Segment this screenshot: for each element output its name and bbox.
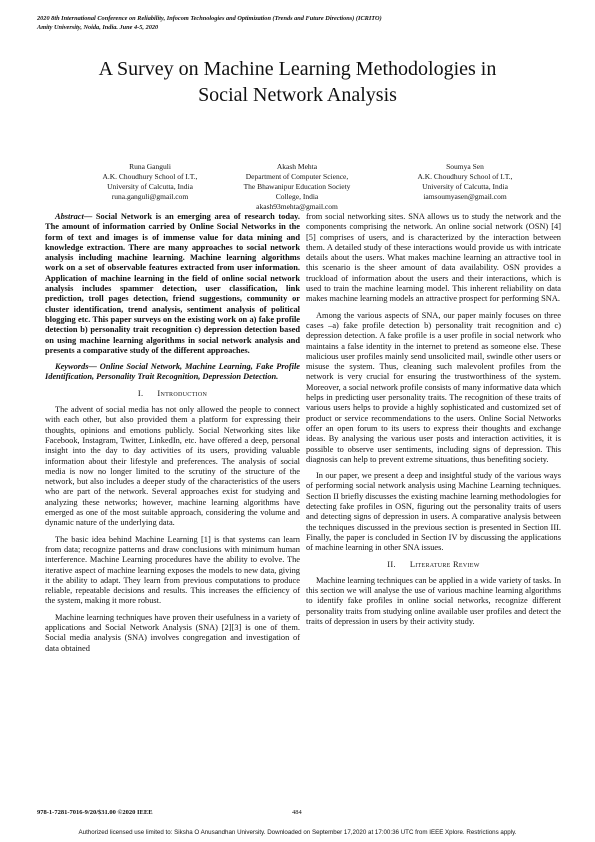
abstract xyxy=(45,212,300,356)
paragraph: The basic idea behind Machine Learning [1] is that systems can learn from data; recognize patterns and draw conclusions with minimum human interference. Machine Learning procedures have the ability to evolve. The iterative aspect of machine learning exposes the models to new data, giving it the ability to adapt. They learn from previous computations to produce reliable, repeatable decisions and results. This increases the efficiency of the system, making it more robust. xyxy=(45,534,300,606)
paragraph: Among the various aspects of SNA, our paper mainly focuses on three cases –a) fake profile detection b) personality trait recognition and c) depression detection. A fake profile is a user profile in social network who maintains a false identity in the internet to pretend as someone else. These malicious user profiles mainly send unsolicited mail, swindle other users or misuse the system. Thus, cleaning such malevolent profiles from the network is very crucial for ensuring the trustworthiness of the system. Moreover, a social network profile consists of many informative data which helps in predicting user personality traits. The recognition of these traits of various users helps to provide a highly sophisticated and customized set of product or service recommendations to the users. Online Social Networks offer an open forum to its users to express their thoughts and exchange ideas. By analysing the various user posts and interaction activities, it is possible to observe user sentiments, including signs of depression. This diagnosis can help to prevent extreme situations, thus benefiting society. xyxy=(306,310,561,464)
section-number: I. xyxy=(137,388,144,398)
paragraph: Machine learning techniques have proven their usefulness in a variety of applications and Social Network Analysis (SNA) [2][3] is one of them. Social media analysis (SNA) involves congregation and investigation of data obtained xyxy=(45,612,300,653)
author-block-3 xyxy=(370,162,560,202)
paper-title xyxy=(40,56,555,108)
paragraph: from social networking sites. SNA allows us to study the network and the components comprising the network. An online social network (OSN) [4][5] comprises of users, and is characterized by the interaction between them. A detailed study of these interactions would provide us with intricate details about the users. What makes machine learning an attractive tool in this scenario is the sheer amount of data availability. OSN provides a truckload of information about the users and their interactions, which is used to train the machine learning model. This inherent reliability on data makes machine learning models an attractive prospect for performing SNA. xyxy=(306,212,561,304)
section-number: II. xyxy=(387,559,396,569)
keywords: Keywords— Online Social Network, Machine Learning, Fake Profile Identification, Personality Trait Recognition, Depression Detection. xyxy=(45,362,300,382)
left-column xyxy=(45,212,300,660)
section-heading-introduction xyxy=(45,389,300,399)
section-name: Introduction xyxy=(157,388,208,398)
conference-line-1: 2020 8th International Conference on Reliability, Infocom Technologies and Optimization (Trends and Future Directions) (ICRITO) xyxy=(37,15,382,22)
paragraph: Machine learning techniques can be applied in a wide variety of tasks. In this section we will analyse the use of various machine learning algorithms to identify fake profiles in online social networks, recognize different personality traits from studying online available user profiles and detect the traits of depression in users by their activity study. xyxy=(306,575,561,626)
author-block-2 xyxy=(202,162,392,212)
title-line-2: Social Network Analysis xyxy=(198,84,397,106)
title-line-1: A Survey on Machine Learning Methodologies in xyxy=(98,58,497,80)
paragraph: In our paper, we present a deep and insightful study of the various ways of performing social network analysis using Machine Learning techniques. Section II briefly discusses the existing machine learning methodologies for detecting fake profiles in OSN, figuring out the personality traits of users and detecting signs of depression in users. A comparative analysis between the techniques discussed in the previous section is presented in Section III. Finally, the paper is concluded in Section IV by discussing the applications of machine learning in other SNA issues. xyxy=(306,471,561,553)
author-affiliation: A.K. Choudhury School of I.T., xyxy=(102,172,198,181)
author-affiliation: University of Calcutta, India xyxy=(422,182,508,191)
author-name: Runa Ganguli xyxy=(129,162,171,171)
page-number: 484 xyxy=(292,809,302,816)
author-name: Soumya Sen xyxy=(446,162,484,171)
author-name: Akash Mehta xyxy=(276,162,318,171)
section-heading-literature-review xyxy=(306,560,561,570)
isbn-copyright: 978-1-7281-7016-9/20/$31.00 ©2020 IEEE xyxy=(37,809,153,816)
license-notice: Authorized licensed use limited to: Siksha O Anusandhan University. Downloaded on September 17,2020 at 17:00:36 UTC from IEEE Xplore. Restrictions apply. xyxy=(78,829,517,836)
author-email[interactable]: runa.ganguli@gmail.com xyxy=(111,192,189,201)
author-affiliation: The Bhawanipur Education Society xyxy=(243,182,351,191)
right-column xyxy=(306,212,561,633)
conference-line-2: Amity University, Noida, India. June 4-5, 2020 xyxy=(37,23,159,31)
author-affiliation: Department of Computer Science, xyxy=(245,172,349,181)
author-email[interactable]: iamsoumyasen@gmail.com xyxy=(423,192,507,201)
author-affiliation: A.K. Choudhury School of I.T., xyxy=(417,172,513,181)
author-affiliation: University of Calcutta, India xyxy=(107,182,193,191)
section-name: Literature Review xyxy=(409,559,480,569)
paragraph: The advent of social media has not only allowed the people to connect with each other, but also provided them a platform for expressing their thoughts, opinions and emotions publicly. Social Networking sites like Facebook, Instagram, Twitter, LinkedIn, etc. have offered a deep, personal insight into the day to day activities of its users, providing valuable information about their lifestyle and preferences. The analysis of social media is now no longer limited to the scrutiny of the structure of the network, but also includes a deeper study of the characteristics of the users who are part of the network. Several approaches exist for studying and analyzing these networks; however, machine learning algorithms have emerged as one of the most suitable approach, considering the volume and dynamic nature of the underlying data. xyxy=(45,405,300,528)
author-email[interactable]: akash93mehta@gmail.com xyxy=(256,202,338,211)
conference-header xyxy=(37,15,567,33)
abstract-label: Abstract— xyxy=(55,212,93,221)
author-affiliation: College, India xyxy=(275,192,319,201)
abstract-text: Social Network is an emerging area of research today. The amount of information carried by Online Social Networks in the form of text and images is of immense value for data mining and knowledge extraction. There are many approaches to social network analysis including machine learning. Machine learning algorithms work on a set of observable features extracted from user information. Application of machine learning in the field of online social network analysis includes spammer detection, user classification, link prediction, troll pages detection, friend suggestions, community or cluster identification, trend analysis, sentiment analysis of political blogging etc. This paper surveys on the existing work on a) fake profile detection b) personality trait recognition c) depression detection based on using machine learning algorithms in social network analysis and presents a comparative study of the different approaches. xyxy=(45,212,300,355)
